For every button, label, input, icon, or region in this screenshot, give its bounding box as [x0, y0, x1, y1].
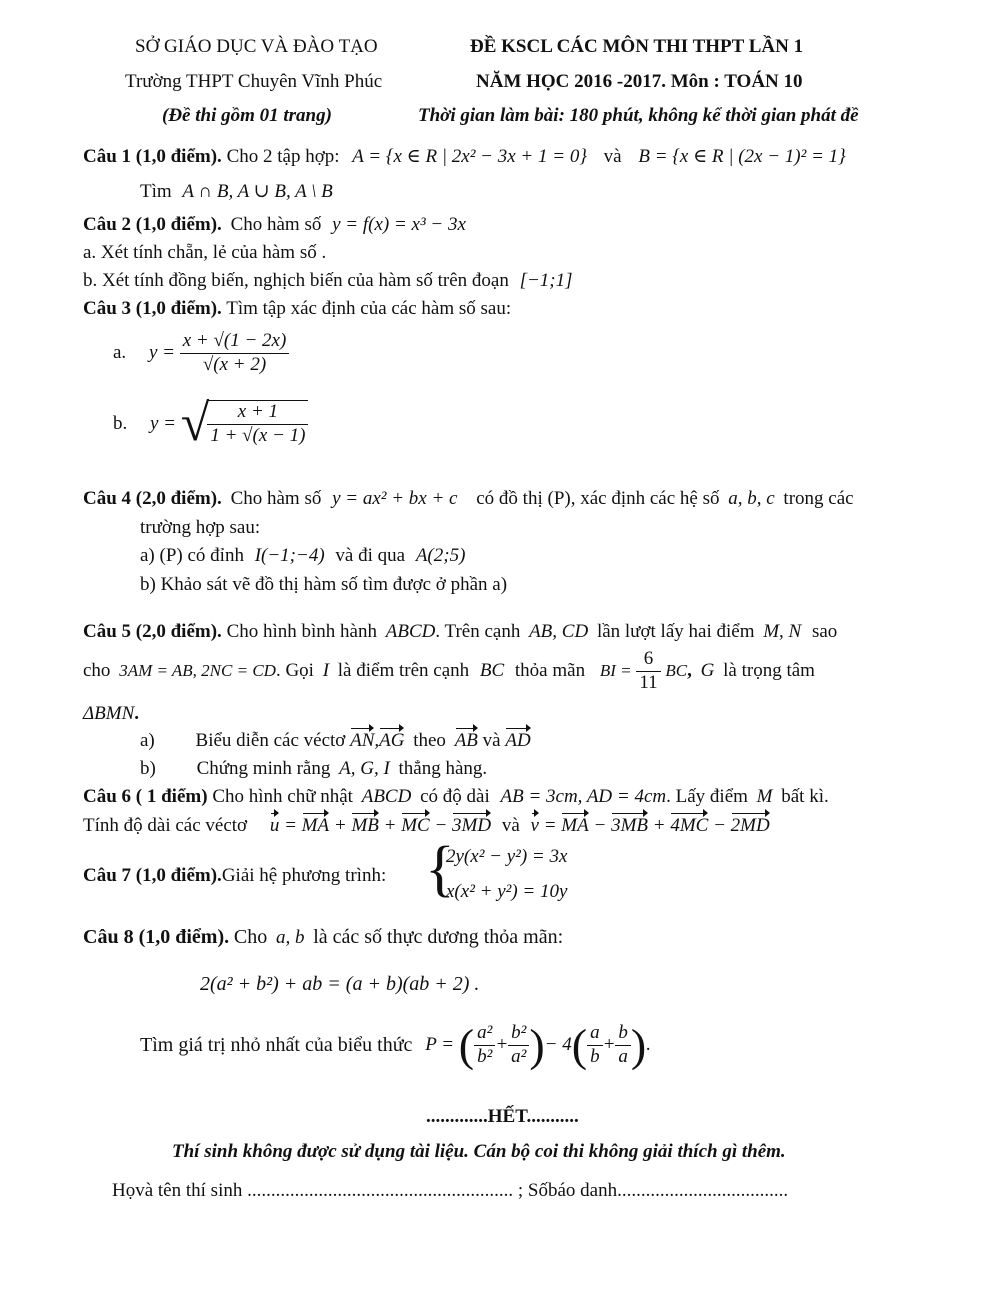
q1-find-expr: A ∩ B, A ∪ B, A \ B	[182, 181, 333, 202]
q3-b-label: b.	[113, 412, 128, 434]
q5-b-points: A, G, I	[339, 758, 390, 779]
q4-part-a	[140, 545, 465, 568]
q6-v-mb: 3MB	[611, 815, 648, 836]
q8-frac4-num: b	[618, 1022, 628, 1043]
candidate-name-label: Họvà tên thí sinh	[112, 1180, 243, 1201]
q5-bi-numerator: 6	[643, 648, 654, 669]
q5-a-mid: theo	[413, 730, 446, 751]
q4-text1: Cho hàm số	[230, 488, 322, 509]
q5-b-end: thẳng hàng.	[398, 758, 488, 779]
q5-text6: . Gọi	[275, 659, 314, 681]
q4-text4: trường hợp sau:	[140, 517, 261, 538]
q3-a-denominator: √(x + 2)	[180, 353, 290, 377]
q5-vec-ab: AB	[454, 730, 478, 751]
q3-b-denominator: 1 + √(x − 1)	[207, 424, 308, 448]
q7-label: Câu 7 (1,0 điểm).	[83, 865, 222, 886]
q5-line3	[83, 703, 139, 726]
q5-text4: sao	[811, 621, 838, 642]
q8-end: .	[646, 1033, 651, 1055]
q4-part-a-mid: và đi qua	[335, 545, 406, 566]
q1-find-label: Tìm	[140, 181, 172, 202]
q4-function: y = ax² + bx + c	[332, 488, 458, 509]
q4-point: A(2;5)	[415, 545, 466, 566]
left-paren-icon: (	[458, 1019, 475, 1071]
q5-bi-denominator: 11	[636, 671, 660, 695]
q5-triangle: ΔBMN	[83, 703, 135, 724]
q8-frac1	[474, 1022, 495, 1069]
q5-vec-ad: AD	[505, 730, 531, 751]
right-paren-icon: )	[529, 1019, 545, 1071]
q3-a-fraction	[180, 330, 290, 377]
q4-coeffs: a, b, c	[728, 488, 775, 509]
q3-a-numerator: x + √(1 − 2x)	[182, 330, 287, 351]
q4-text2: có đồ thị (P), xác định các hệ số	[476, 488, 720, 509]
q5-comma: ,	[687, 659, 692, 681]
q6-u-mc: MC	[401, 815, 430, 836]
right-paren-icon: )	[630, 1019, 647, 1071]
footer-note: Thí sinh không được sử dụng tài liệu. Cán bộ coi thi không giải thích gì thêm.	[172, 1141, 786, 1162]
q8-frac2-den: a²	[508, 1045, 529, 1069]
q6-text2: có độ dài	[420, 786, 490, 807]
q5-dot: .	[134, 703, 140, 724]
header-year-subject: NĂM HỌC 2016 -2017. Môn : TOÁN 10	[476, 71, 803, 92]
q6-v-ma: MA	[561, 815, 589, 836]
q5-bi-rhs: BC	[665, 661, 688, 681]
q5-text5: cho	[83, 659, 111, 681]
q8-frac1-num: a²	[477, 1022, 493, 1043]
q3-part-a	[113, 330, 289, 377]
header-time: Thời gian làm bài: 180 phút, không kể thời gian phát đề	[418, 105, 859, 126]
q6-abcd: ABCD	[361, 786, 412, 807]
q3-a-lhs: y =	[148, 341, 175, 363]
question-3	[83, 298, 511, 321]
q6-u-md: 3MD	[452, 815, 492, 836]
question-1	[83, 146, 846, 169]
q5-b-label: b)	[140, 758, 156, 779]
q5-vec-an: AN	[350, 730, 375, 751]
q5-b-text: Chứng minh rằng	[196, 758, 331, 779]
q1-and: và	[603, 146, 622, 167]
question-5	[83, 621, 837, 644]
q8-condition: 2(a² + b²) + ab = (a + b)(ab + 2) .	[200, 973, 480, 995]
q6-v-md: 2MD	[730, 815, 770, 836]
q7-eq2: x(x² + y²) = 10y	[446, 881, 568, 902]
question-2	[83, 214, 466, 237]
q1-set-a: A = {x ∈ R | 2x² − 3x + 1 = 0}	[352, 146, 587, 167]
q5-sides: AB, CD	[529, 621, 589, 642]
q8-frac1-den: b²	[474, 1045, 495, 1069]
q5-a-label: a)	[140, 730, 155, 751]
q5-text9: là trọng tâm	[723, 659, 815, 681]
q4-label: Câu 4 (2,0 điểm).	[83, 488, 222, 509]
q5-bi-fraction	[636, 648, 660, 695]
q7-eq1: 2y(x² − y²) = 3x	[446, 846, 568, 867]
q3-b-numerator: x + 1	[237, 401, 279, 423]
q5-text8: thỏa mãn	[514, 659, 586, 681]
header-dept: SỞ GIÁO DỤC VÀ ĐÀO TẠO	[135, 36, 378, 57]
q5-i: I	[322, 659, 330, 681]
q5-a-text: Biểu diễn các véctơ	[195, 730, 346, 751]
q3-b-fraction	[207, 400, 308, 448]
q1-find	[140, 181, 333, 204]
q5-text3: lần lượt lấy hai điểm	[596, 621, 755, 642]
q4-text3: trong các	[783, 488, 854, 509]
q5-line2	[83, 648, 815, 695]
q6-vec-u: u	[269, 815, 280, 836]
q6-and: và	[501, 815, 520, 836]
q3-text: Tìm tập xác định của các hàm số sau:	[226, 298, 512, 319]
q5-mn: M, N	[763, 621, 802, 642]
sqrt-icon: √	[180, 395, 210, 452]
q1-set-b: B = {x ∈ R | (2x − 1)² = 1}	[638, 146, 846, 167]
q2-function: y = f(x) = x³ − 3x	[332, 214, 466, 235]
q5-label: Câu 5 (2,0 điểm).	[83, 621, 222, 642]
q5-vec-ag: AG	[379, 730, 405, 751]
q4-part-b: b) Khảo sát vẽ đồ thị hàm số tìm được ở phần a)	[140, 574, 508, 595]
q8-frac3-num: a	[590, 1022, 600, 1043]
q8-expression: Tìm giá trị nhỏ nhất của biểu thức P = ( $\frac{\text{a²}}{\text{b²}}$ + $\frac{\text{b²}}{\text{a²}}$ )− 4( $\frac{a}{b}$ + $\frac{b}{a}$ ).	[140, 1019, 651, 1071]
q1-label: Câu 1 (1,0 điểm).	[83, 146, 222, 167]
left-paren-icon: (	[571, 1019, 588, 1071]
q6-line2: Tính độ dài các véctơ u = MA + MB + MC − 3MD và v = MA − 3MB + 4MC − 2MD	[83, 815, 770, 836]
candidate-number-label: ; Sốbáo danh	[517, 1180, 618, 1201]
q8-frac4	[615, 1022, 631, 1069]
q2-part-b-text: b. Xét tính đồng biến, nghịch biến của hàm số trên đoạn	[83, 270, 509, 291]
q1-text: Cho 2 tập hợp:	[226, 146, 340, 167]
brace-icon: {	[425, 835, 455, 903]
header-pages: (Đề thi gồm 01 trang)	[162, 105, 332, 126]
q8-frac4-den: a	[615, 1045, 631, 1069]
candidate-name-field: ........................................................	[247, 1180, 514, 1201]
q5-bi-lhs: BI =	[599, 661, 632, 681]
q3-b-lhs: y =	[150, 412, 177, 434]
q2-part-b	[83, 270, 573, 293]
q5-text2: . Trên cạnh	[435, 621, 521, 642]
q8-frac3-den: b	[587, 1045, 603, 1069]
q6-m: M	[756, 786, 773, 807]
q5-text1: Cho hình bình hành	[226, 621, 377, 642]
q6-text4: bất kì.	[781, 786, 829, 807]
q6-text5: Tính độ dài các véctơ	[83, 815, 248, 836]
q8-text3: Tìm giá trị nhỏ nhất của biểu thức	[140, 1034, 413, 1057]
q6-u-ma: MA	[301, 815, 330, 836]
question-4	[83, 488, 854, 511]
q8-frac3	[587, 1022, 603, 1069]
q5-text7: là điểm trên cạnh	[337, 659, 470, 681]
q6-label: Câu 6 ( 1 điểm)	[83, 786, 208, 807]
question-7	[83, 865, 386, 888]
q5-bc: BC	[479, 659, 505, 681]
q8-ab: a, b	[275, 927, 305, 948]
q2-interval: [−1;1]	[519, 270, 573, 291]
q4-vertex: I(−1;−4)	[254, 545, 325, 566]
q6-dims: AB = 3cm, AD = 4cm	[500, 786, 667, 807]
q8-frac2-num: b²	[511, 1022, 527, 1043]
q6-v-mc: 4MC	[670, 815, 709, 836]
q5-condition: 3AM = AB, 2NC = CD	[119, 661, 276, 681]
end-marker: .............HẾT...........	[426, 1106, 579, 1127]
q5-part-a: a) Biểu diễn các véctơ AN,AG theo AB và AD	[140, 730, 531, 751]
q2-part-a: a. Xét tính chẵn, lẻ của hàm số .	[83, 242, 327, 263]
question-6	[83, 786, 829, 809]
question-8	[83, 925, 563, 950]
q5-abcd: ABCD	[385, 621, 436, 642]
q8-text1: Cho	[233, 926, 268, 948]
q8-p-lhs: P =	[425, 1033, 455, 1055]
q3-part-b	[113, 395, 308, 452]
q8-text2: là các số thực dương thỏa mãn:	[313, 926, 564, 948]
q5-part-b	[140, 758, 487, 781]
header-school: Trường THPT Chuyên Vĩnh Phúc	[125, 71, 383, 92]
q6-text1: Cho hình chữ nhật	[212, 786, 353, 807]
q3-label: Câu 3 (1,0 điểm).	[83, 298, 222, 319]
q8-minus4: − 4	[544, 1033, 572, 1055]
footer-candidate-line	[112, 1180, 788, 1203]
q6-vec-v: v	[530, 815, 539, 836]
q3-a-label: a.	[113, 341, 127, 363]
q6-text3: . Lấy điểm	[666, 786, 748, 807]
q8-label: Câu 8 (1,0 điểm).	[83, 926, 230, 948]
q4-part-a-text: a) (P) có đỉnh	[140, 545, 244, 566]
q5-g: G	[700, 659, 715, 681]
q8-frac2	[508, 1022, 529, 1069]
header-exam-title: ĐỀ KSCL CÁC MÔN THI THPT LẦN 1	[470, 36, 804, 57]
candidate-number-field: ....................................	[617, 1180, 789, 1201]
q6-u-mb: MB	[351, 815, 379, 836]
q2-text: Cho hàm số	[230, 214, 322, 235]
q7-text: Giải hệ phương trình:	[221, 865, 387, 886]
q2-label: Câu 2 (1,0 điểm).	[83, 214, 222, 235]
q5-a-and: và	[482, 730, 501, 751]
